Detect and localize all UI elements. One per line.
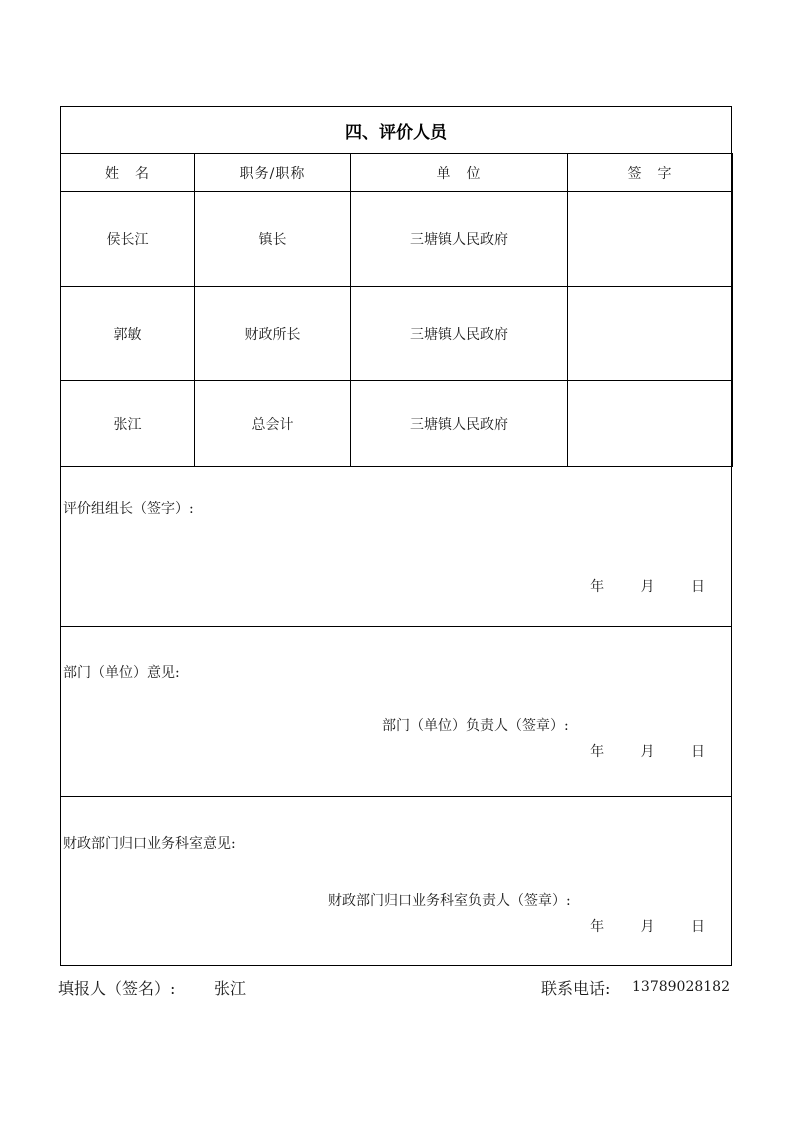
table-row <box>61 192 733 287</box>
table-header-row <box>61 154 733 192</box>
date-day: 日 <box>691 744 705 760</box>
cell-signature[interactable] <box>568 192 733 287</box>
cell-name: 张江 <box>61 381 195 467</box>
date-year: 年 <box>590 579 605 595</box>
cell-position: 总会计 <box>195 381 351 467</box>
cell-name: 侯长江 <box>61 192 195 287</box>
date-month: 月 <box>640 744 655 760</box>
cell-unit: 三塘镇人民政府 <box>351 192 568 287</box>
cell-position: 财政所长 <box>195 287 351 381</box>
column-header-position: 职务/职称 <box>195 154 351 192</box>
leader-date <box>590 576 705 596</box>
dept-opinion-section <box>61 627 731 797</box>
date-day: 日 <box>691 579 705 595</box>
column-header-unit: 单 位 <box>351 154 568 192</box>
cell-signature[interactable] <box>568 287 733 381</box>
cell-signature[interactable] <box>568 381 733 467</box>
cell-unit: 三塘镇人民政府 <box>351 381 568 467</box>
dept-date <box>590 741 705 761</box>
column-header-signature: 签 字 <box>568 154 733 192</box>
finance-responsible-label: 财政部门归口业务科室负责人（签章）: <box>328 893 571 909</box>
section-title: 四、评价人员 <box>61 107 731 154</box>
leader-section <box>61 466 731 627</box>
evaluators-table <box>60 153 733 467</box>
leader-signature-label: 评价组组长（签字）: <box>63 501 194 517</box>
column-header-name: 姓 名 <box>61 154 195 192</box>
table-row <box>61 287 733 381</box>
dept-responsible-label: 部门（单位）负责人（签章）: <box>382 718 569 734</box>
dept-opinion-label: 部门（单位）意见: <box>63 665 180 681</box>
filler-name: 张江 <box>214 979 247 998</box>
phone-number: 13789028182 <box>632 979 730 995</box>
finance-opinion-section <box>61 797 731 966</box>
date-month: 月 <box>640 919 655 935</box>
finance-opinion-label: 财政部门归口业务科室意见: <box>63 836 236 852</box>
date-day: 日 <box>691 919 705 935</box>
cell-unit: 三塘镇人民政府 <box>351 287 568 381</box>
cell-name: 郭敏 <box>61 287 195 381</box>
phone-label: 联系电话: <box>541 979 611 998</box>
date-year: 年 <box>590 744 605 760</box>
evaluation-form <box>60 106 732 966</box>
date-year: 年 <box>590 919 605 935</box>
date-month: 月 <box>640 579 655 595</box>
cell-position: 镇长 <box>195 192 351 287</box>
table-row <box>61 381 733 467</box>
finance-date <box>590 916 705 936</box>
filler-label: 填报人（签名）: <box>58 979 176 998</box>
